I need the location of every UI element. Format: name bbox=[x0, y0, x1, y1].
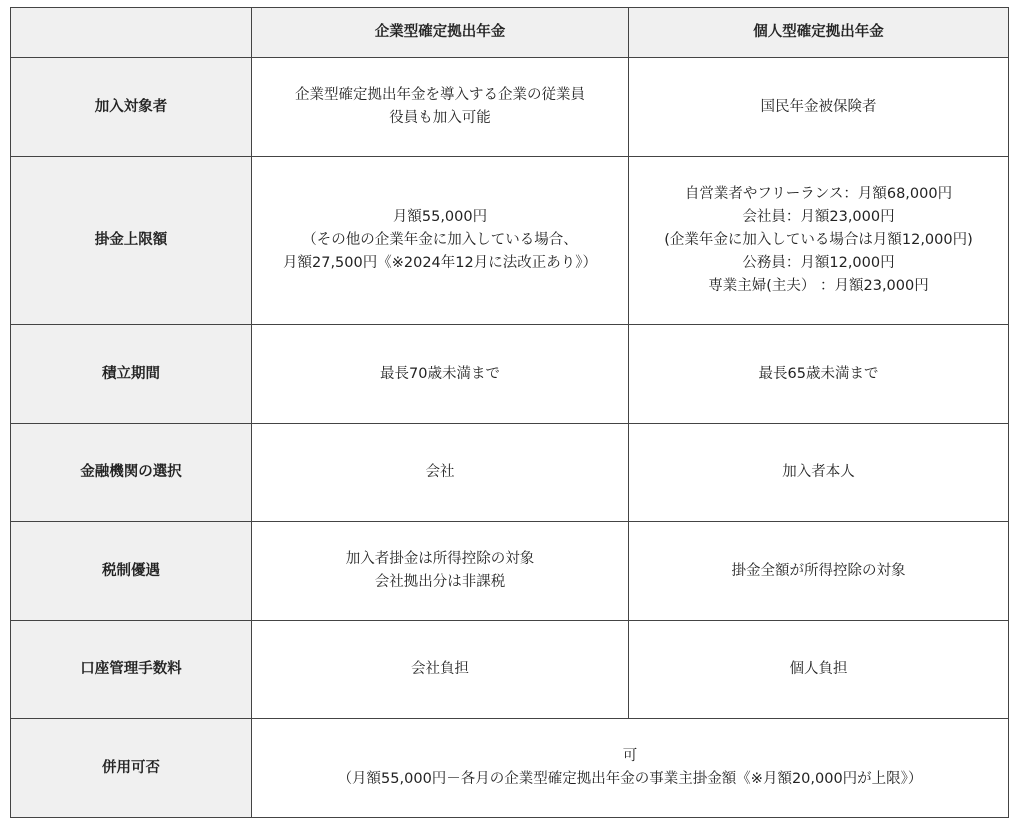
cell-line: （その他の企業年金に加入している場合、 bbox=[302, 232, 578, 248]
row-label: 金融機関の選択 bbox=[11, 424, 252, 522]
cell-line: 月額27,500円《※2024年12月に法改正あり》） bbox=[283, 255, 597, 271]
table-row bbox=[11, 424, 1009, 522]
cell-line: 掛金全額が所得控除の対象 bbox=[731, 562, 906, 579]
corporate-cell bbox=[252, 424, 629, 522]
corporate-cell bbox=[252, 58, 629, 157]
individual-cell bbox=[629, 157, 1009, 325]
cell-line: 専業主婦(主夫） ：月額23,000円 bbox=[708, 278, 929, 294]
row-label: 税制優遇 bbox=[11, 522, 252, 621]
cell-line: 個人負担 bbox=[789, 661, 848, 677]
cell-line: 公務員：月額12,000円 bbox=[742, 255, 895, 271]
cell-line: 最長65歳未満まで bbox=[758, 365, 879, 382]
comparison-table bbox=[10, 7, 1009, 818]
cell-line: 会社拠出分は非課税 bbox=[374, 574, 506, 590]
row-label: 掛金上限額 bbox=[11, 157, 252, 325]
cell-line: 会社員：月額23,000円 bbox=[742, 209, 895, 225]
cell-line: 加入者掛金は所得控除の対象 bbox=[345, 551, 535, 567]
table-row bbox=[11, 621, 1009, 719]
table-row bbox=[11, 325, 1009, 424]
combined-cell bbox=[252, 719, 1009, 818]
row-label: 口座管理手数料 bbox=[11, 621, 252, 719]
individual-cell bbox=[629, 621, 1009, 719]
cell-line: 企業型確定拠出年金を導入する企業の従業員 bbox=[295, 87, 585, 103]
cell-line: 役員も加入可能 bbox=[389, 110, 491, 126]
individual-cell bbox=[629, 424, 1009, 522]
cell-line: 加入者本人 bbox=[782, 464, 855, 480]
header-individual-dc: 個人型確定拠出年金 bbox=[629, 8, 1009, 58]
cell-line: 会社 bbox=[425, 464, 455, 480]
corporate-cell bbox=[252, 325, 629, 424]
cell-line: 自営業者やフリーランス：月額68,000円 bbox=[684, 186, 953, 202]
row-label: 加入対象者 bbox=[11, 58, 252, 157]
table-row bbox=[11, 719, 1009, 818]
cell-line: (企業年金に加入している場合は月額12,000円) bbox=[664, 232, 973, 248]
cell-line: 国民年金被保険者 bbox=[760, 98, 877, 115]
individual-cell bbox=[629, 325, 1009, 424]
corporate-cell bbox=[252, 157, 629, 325]
cell-line: 月額55,000円 bbox=[392, 209, 488, 225]
header-row bbox=[11, 8, 1009, 58]
individual-cell bbox=[629, 58, 1009, 157]
individual-cell bbox=[629, 522, 1009, 621]
corporate-cell bbox=[252, 522, 629, 621]
cell-line: 可 bbox=[622, 748, 638, 764]
table-row bbox=[11, 58, 1009, 157]
corporate-cell bbox=[252, 621, 629, 719]
cell-line: 会社負担 bbox=[411, 661, 469, 677]
table-row bbox=[11, 522, 1009, 621]
cell-line: （月額55,000円－各月の企業型確定拠出年金の事業主掛金額《※月額20,000円が上限》） bbox=[337, 771, 923, 787]
cell-line: 最長70歳未満まで bbox=[380, 365, 500, 382]
row-label: 併用可否 bbox=[11, 719, 252, 818]
header-corporate-dc: 企業型確定拠出年金 bbox=[252, 8, 629, 58]
table-row bbox=[11, 157, 1009, 325]
row-label: 積立期間 bbox=[11, 325, 252, 424]
header-corner-cell bbox=[11, 8, 252, 58]
